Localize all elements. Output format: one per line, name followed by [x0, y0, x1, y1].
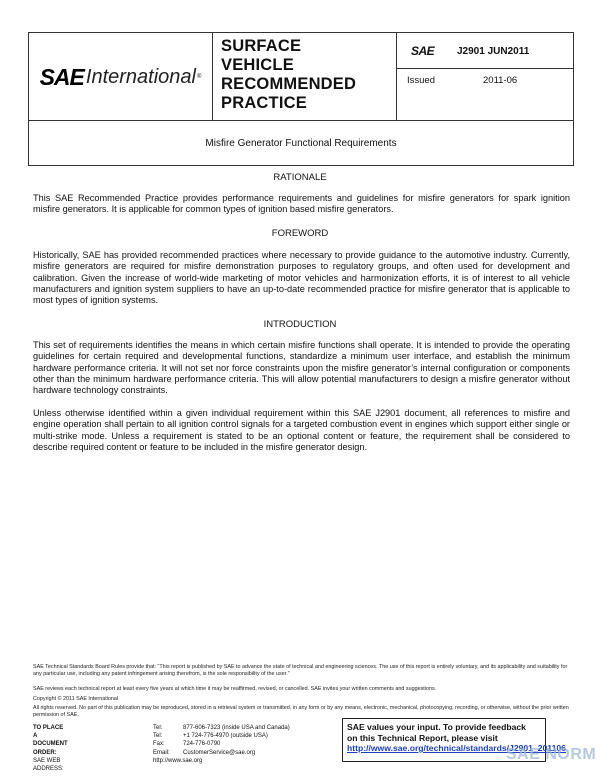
document-header: [28, 32, 574, 166]
order-email-link[interactable]: CustomerService@sae.org: [183, 749, 256, 756]
header-top-row: [29, 33, 573, 121]
document-type-line: VEHICLE: [221, 56, 294, 74]
introduction-paragraph-2: Unless otherwise identified within a given individual requirement within this SAE J2901 document, all references to misfire and engine operation shall pertain to all ignition control signals for a targeted combustion event in engines which support either single or multi-strike mode. Unless a requirement is stated to be an optional content or feature, the requirement shall be considered to describe required content or feature to be included in the misfire generator design.: [33, 408, 570, 452]
feedback-link[interactable]: http://www.sae.org/technical/standards/J2901_201106: [347, 743, 566, 753]
document-type: [213, 33, 397, 121]
document-number: J2901 JUN2011: [457, 46, 530, 57]
feedback-text-line: SAE values your input. To provide feedback: [347, 722, 526, 732]
foreword-heading: FOREWORD: [271, 228, 329, 239]
introduction-paragraph-1: This set of requirements identifies the means in which certain misfire functions shall operate. It is intended to provide the operating guidelines for certain required and developmental functions, standardize a minimum user interface, and establish the minimum hardware performance criteria. It will not set nor force constraints upon the misfire generator’s internal configuration or components other than the minimum hardware performance criteria. This will allow potential manufacturers to design a misfire generator without hardware technology constraints.: [33, 340, 570, 396]
document-type-line: PRACTICE: [221, 94, 307, 112]
order-key: Fax:: [153, 741, 165, 748]
logo-international-word: International: [85, 65, 196, 88]
document-type-line: SURFACE: [221, 37, 302, 55]
order-key: Email:: [153, 749, 170, 756]
document-title: Misfire Generator Functional Requirements: [205, 137, 397, 149]
footer-review-note: SAE reviews each technical report at least every five years at which time it may be reaffirmed, revised, or cancelled. SAE invites your written comments and suggestions.: [33, 686, 437, 692]
foreword-paragraph: Historically, SAE has provided recommended practices where necessary to provide guidance to the automotive industry. Currently, misfire generators are required for misfire demonstration purposes to regulatory groups, and often used for development and calibration. Given the increase of world-wide marketing of motor vehicles and harmonization efforts, it is of interest to all vehicle manufacturers and ignition system suppliers to have an up-to-date recommended practice for misfire generator that is applicable to most types of ignition systems.: [33, 250, 570, 306]
logo-sae-mark: SAE: [39, 63, 84, 90]
document-number-cell: [397, 33, 573, 69]
web-address-label: SAE WEB ADDRESS:: [33, 757, 64, 772]
order-value: +1 724-776-4970 (outside USA): [183, 733, 268, 740]
issued-date: 2011-06: [483, 75, 518, 86]
logo-trademark: ®: [196, 74, 202, 80]
document-type-line: RECOMMENDED: [221, 75, 357, 93]
order-key: Tel:: [153, 725, 163, 731]
sae-international-logo: [29, 33, 213, 121]
document-id-block: [397, 33, 573, 121]
order-value: 877-606-7323 (inside USA and Canada): [183, 725, 290, 731]
sae-small-logo: SAE: [411, 44, 435, 58]
order-key: Tel:: [153, 733, 163, 740]
order-label: TO PLACE A DOCUMENT ORDER:: [33, 725, 68, 756]
rationale-heading: RATIONALE: [273, 172, 327, 183]
footer-disclaimer: SAE Technical Standards Board Rules provide that: “This report is published by SAE to advance the state of technical and engineering sciences. The use of this report is entirely voluntary, and its applicability and suitability for any particular use, including any patent infringement arising therefrom, is the sole responsibility of the user.”: [33, 664, 568, 677]
feedback-text-line: on this Technical Report, please visit: [347, 732, 498, 743]
web-address-link[interactable]: http://www.sae.org: [153, 757, 203, 764]
footer-copyright: Copyright © 2011 SAE International: [33, 696, 119, 702]
issued-label: Issued: [407, 75, 435, 86]
rationale-paragraph: This SAE Recommended Practice provides performance requirements and guidelines for misfire generators for spark ignition misfire generators. It is applicable for common types of ignition based misfire generators.: [33, 193, 570, 215]
introduction-heading: INTRODUCTION: [263, 319, 337, 330]
order-value: 724-776-0790: [183, 741, 221, 748]
footer-rights: All rights reserved. No part of this publication may be reproduced, stored in a retrieval system or transmitted, in any form or by any means, electronic, mechanical, photocopying, recording, or otherwise, without the prior written permission of SAE.: [33, 705, 569, 718]
sae-norm-watermark: SAE NORM: [506, 746, 597, 763]
